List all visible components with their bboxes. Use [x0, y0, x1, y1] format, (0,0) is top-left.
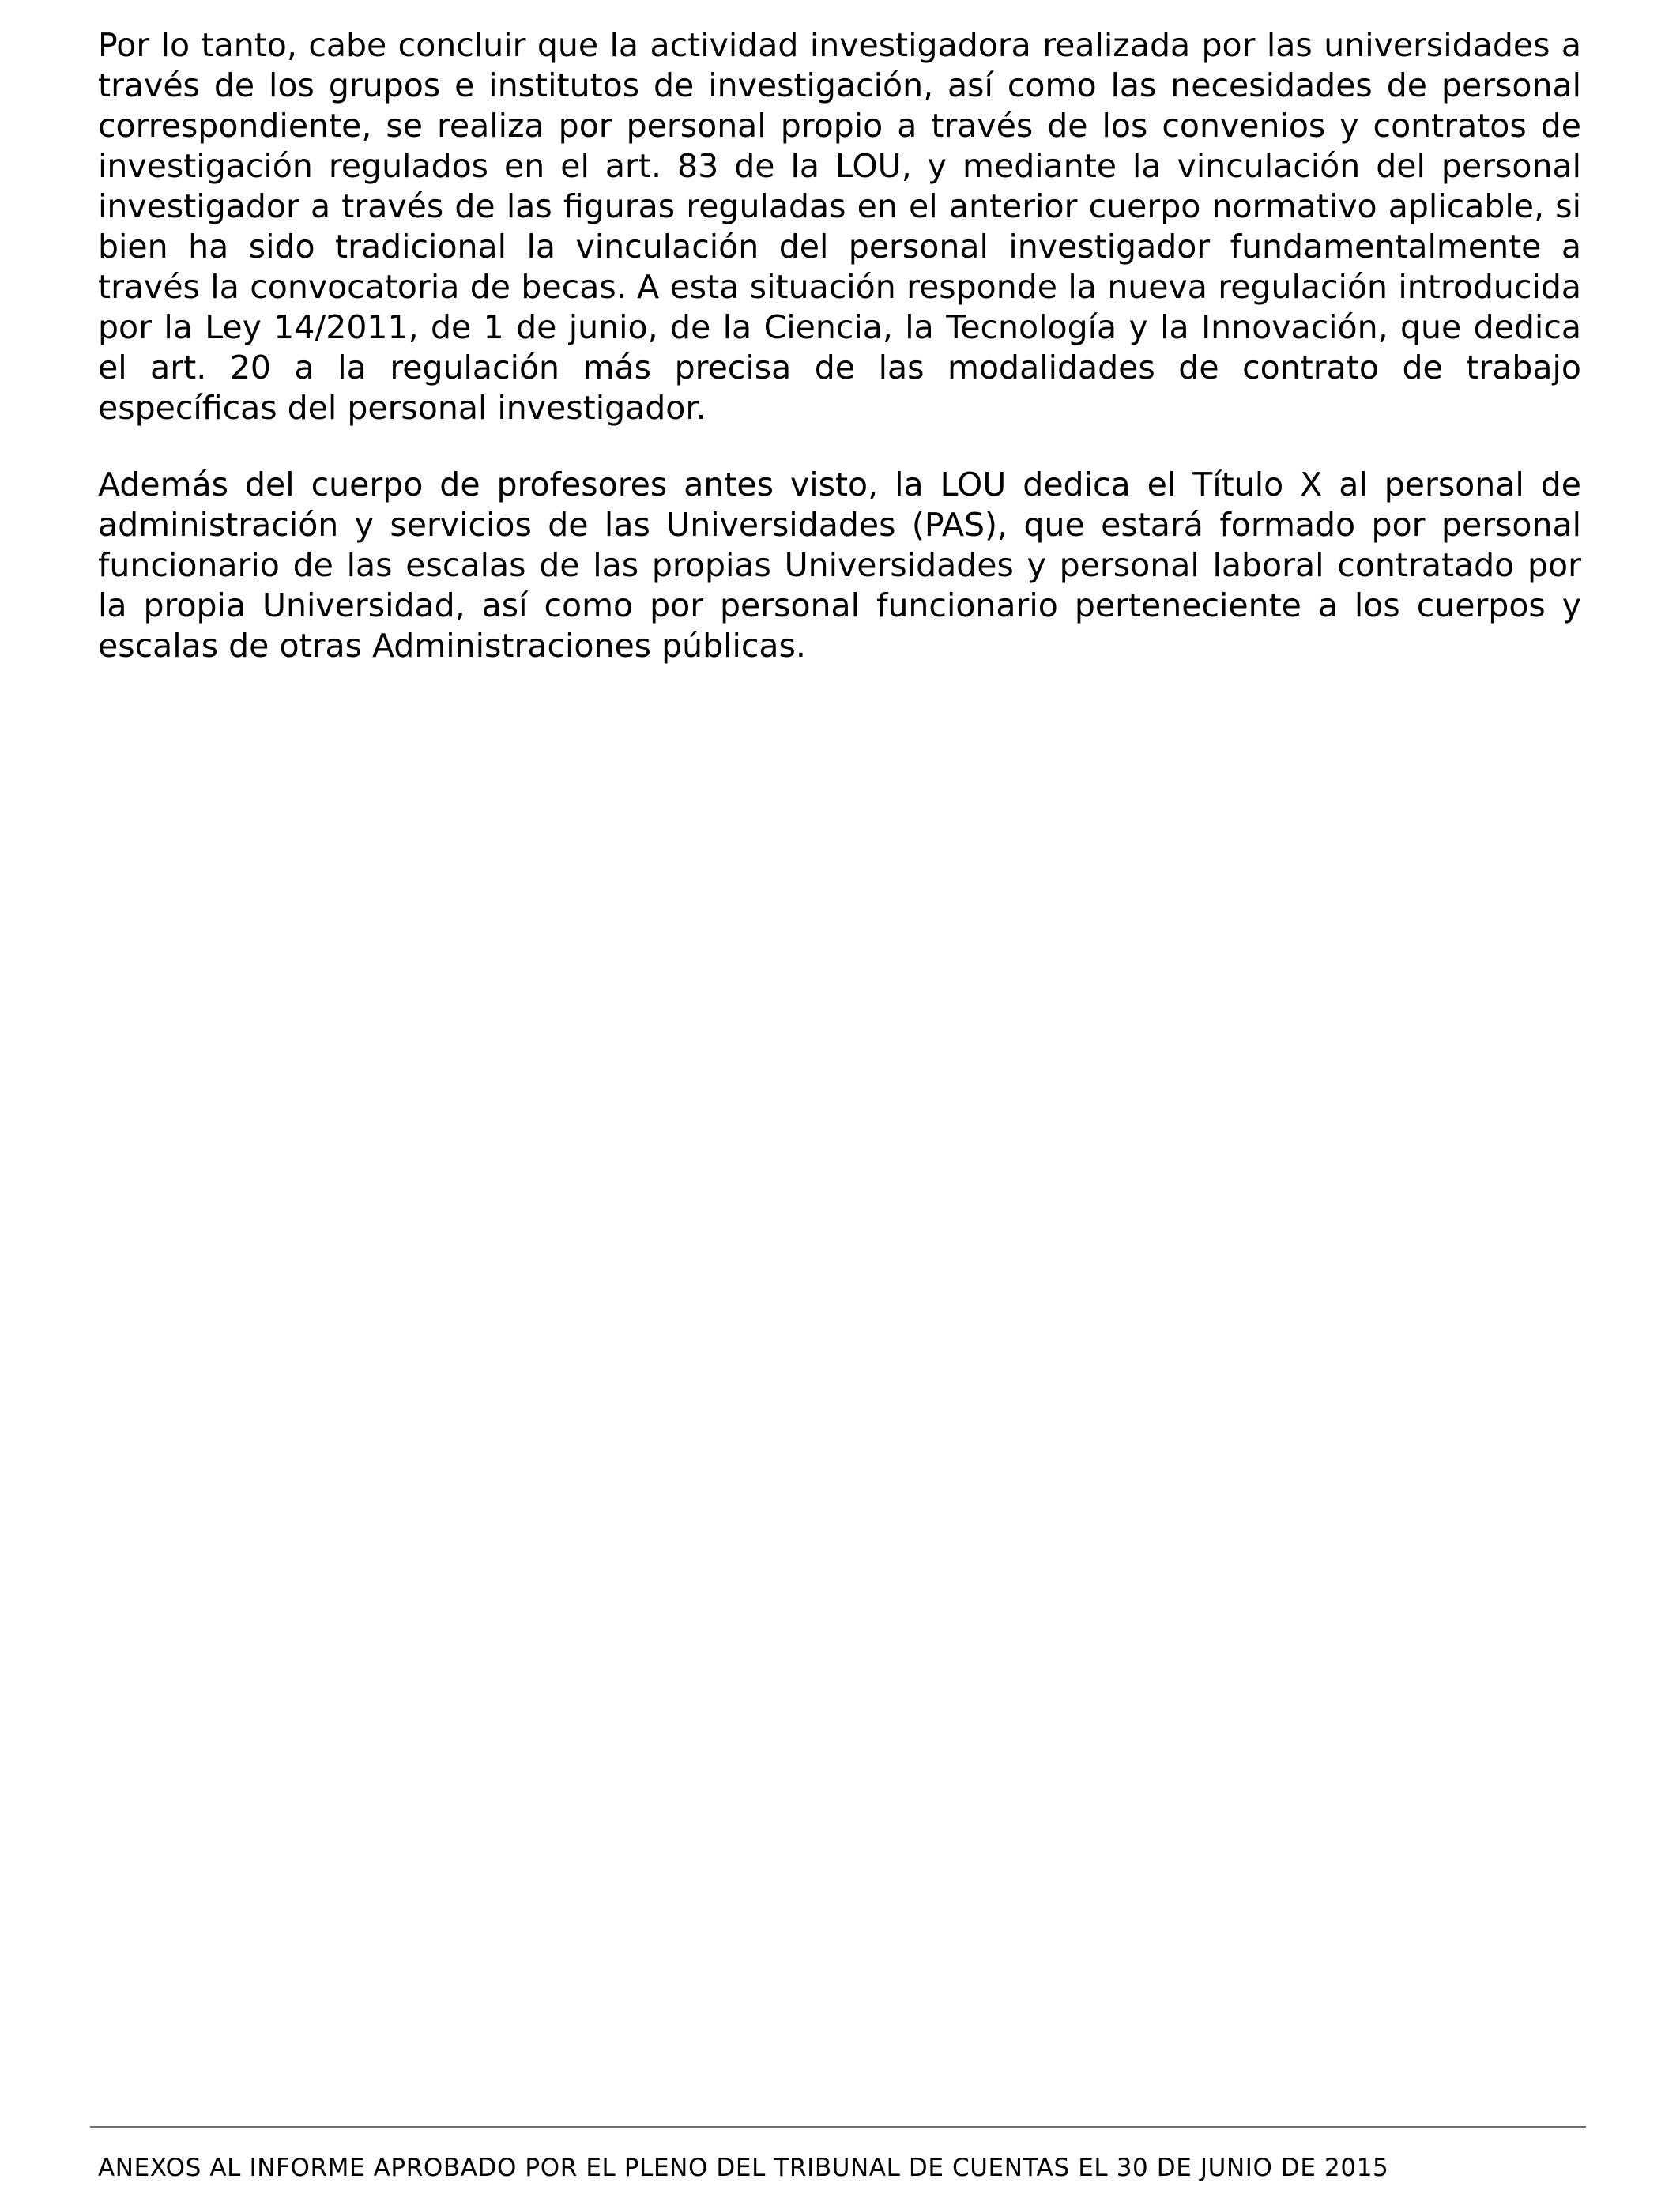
footer-divider: [90, 2126, 1586, 2128]
body-paragraph-pas-staff: Además del cuerpo de profesores antes visto, la LOU dedica el Título X al personal de administración y servicios de las Universidades (PAS), que estará formado por personal funcionario de las escalas de las propias Universidades y personal laboral contratado por la propia Universidad, así como por personal funcionario perteneciente a los cuerpos y escalas de otras Administraciones públicas.: [98, 466, 1581, 665]
body-paragraph-research-staff: Por lo tanto, cabe concluir que la actividad investigadora realizada por las universidades a través de los grupos e institutos de investigación, así como las necesidades de personal correspondiente, se realiza por personal propio a través de los convenios y contratos de investigación regulados en el art. 83 de la LOU, y mediante la vinculación del personal investigador a través de las figuras reguladas en el anterior cuerpo normativo aplicable, si bien ha sido tradicional la vinculación del personal investigador fundamentalmente a través la convocatoria de becas. A esta situación responde la nueva regulación introducida por la Ley 14/2011, de 1 de junio, de la Ciencia, la Tecnología y la Innovación, que dedica el art. 20 a la regulación más precisa de las modalidades de contrato de trabajo específicas del personal investigador.: [98, 26, 1581, 427]
page-footer: ANEXOS AL INFORME APROBADO POR EL PLENO DEL TRIBUNAL DE CUENTAS EL 30 DE JUNIO DE 2015: [98, 2154, 1389, 2182]
